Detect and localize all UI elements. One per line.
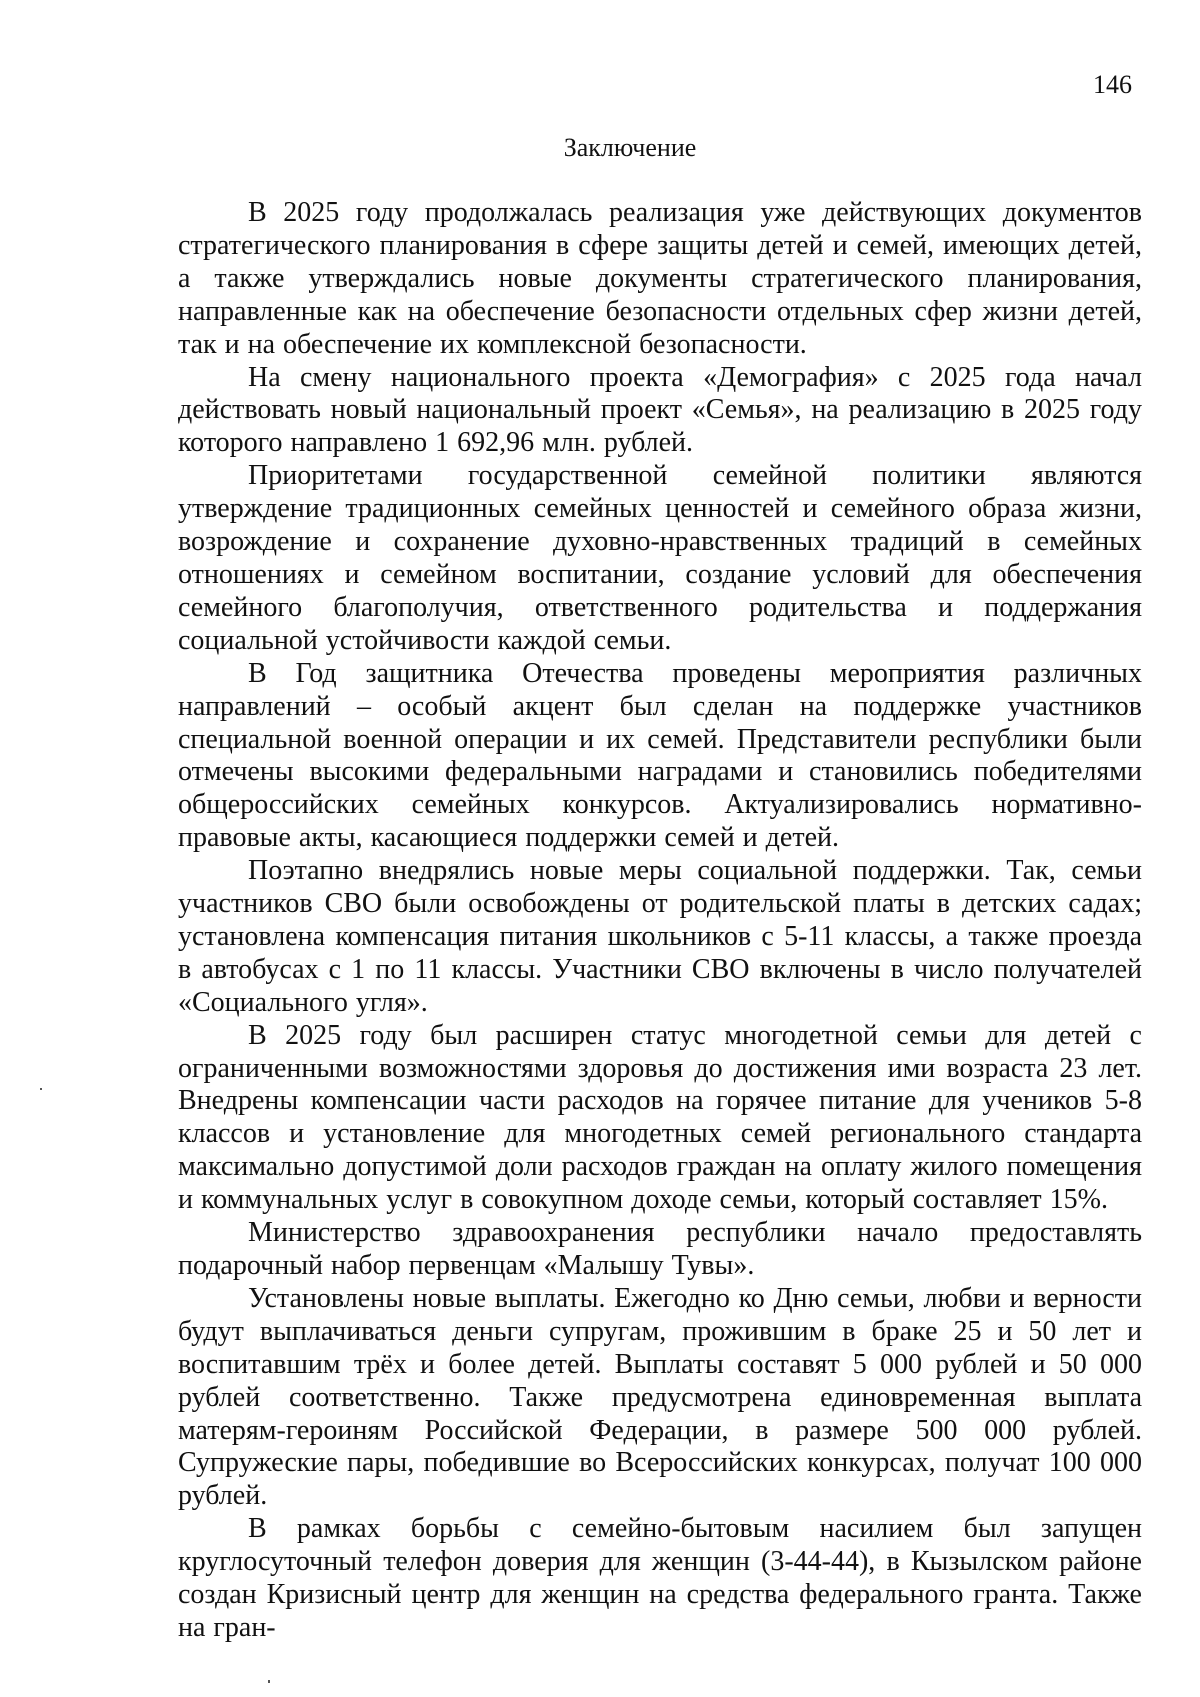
scan-speck <box>268 1680 270 1683</box>
scan-speck <box>40 1088 42 1090</box>
paragraph: В рамках борьбы с семейно-бытовым насилием был запущен круглосуточный телефон доверия для женщин (3-44-44), в Кызылском районе создан Кризисный центр для женщин на средства федерального гранта. Также на гран- <box>178 1513 1142 1643</box>
paragraph: В 2025 году был расширен статус многодетной семьи для детей с ограниченными возможностями здоровья до достижения ими возраста 23 лет. Внедрены компенсации части расходов на горячее питание для учеников 5-8 классов и установление для многодетных семей регионального стандарта максимально допустимой доли расходов граждан на оплату жилого помещения и коммунальных услуг в совокупном доходе семьи, который составляет 15%. <box>178 1019 1142 1216</box>
paragraph: В 2025 году продолжалась реализация уже действующих документов стратегического планирования в сфере защиты детей и семей, имеющих детей, а также утверждались новые документы стратегического планирования, направленные как на обеспечение безопасности отдельных сфер жизни детей, так и на обеспечение их комплексной безопасности. <box>178 197 1142 360</box>
paragraph: На смену национального проекта «Демография» с 2025 года начал действовать новый национальный проект «Семья», на реализацию в 2025 году которого направлено 1 692,96 млн. рублей. <box>178 361 1142 459</box>
body-text <box>178 197 1142 1645</box>
paragraph: Установлены новые выплаты. Ежегодно ко Дню семьи, любви и верности будут выплачиваться деньги супругам, прожившим в браке 25 и 50 лет и воспитавшим трёх и более детей. Выплаты составят 5 000 рублей и 50 000 рублей соответственно. Также предусмотрена единовременная выплата матерям-героиням Российской Федерации, в размере 500 000 рублей. Супружеские пары, победившие во Всероссийских конкурсах, получат 100 000 рублей. <box>178 1282 1142 1512</box>
page-number: 146 <box>1093 70 1132 99</box>
paragraph: Приоритетами государственной семейной политики являются утверждение традиционных семейных ценностей и семейного образа жизни, возрождение и сохранение духовно-нравственных традиций в семейных отношениях и семейном воспитании, создание условий для обеспечения семейного благополучия, ответственного родительства и поддержания социальной устойчивости каждой семьи. <box>178 460 1142 656</box>
paragraph: В Год защитника Отечества проведены мероприятия различных направлений – особый акцент был сделан на поддержке участников специальной военной операции и их семей. Представители республики были отмечены высокими федеральными наградами и становились победителями общероссийских семейных конкурсов. Актуализировались нормативно-правовые акты, касающиеся поддержки семей и детей. <box>178 657 1142 854</box>
paragraph: Поэтапно внедрялись новые меры социальной поддержки. Так, семьи участников СВО были освобождены от родительской платы в детских садах; установлена компенсация питания школьников с 5-11 классы, а также проезда в автобусах с 1 по 11 классы. Участники СВО включены в число получателей «Социального угля». <box>178 855 1142 1018</box>
section-title: Заключение <box>563 133 697 162</box>
paragraph: Министерство здравоохранения республики начало предоставлять подарочный набор первенцам «Малышу Тувы». <box>178 1217 1142 1281</box>
